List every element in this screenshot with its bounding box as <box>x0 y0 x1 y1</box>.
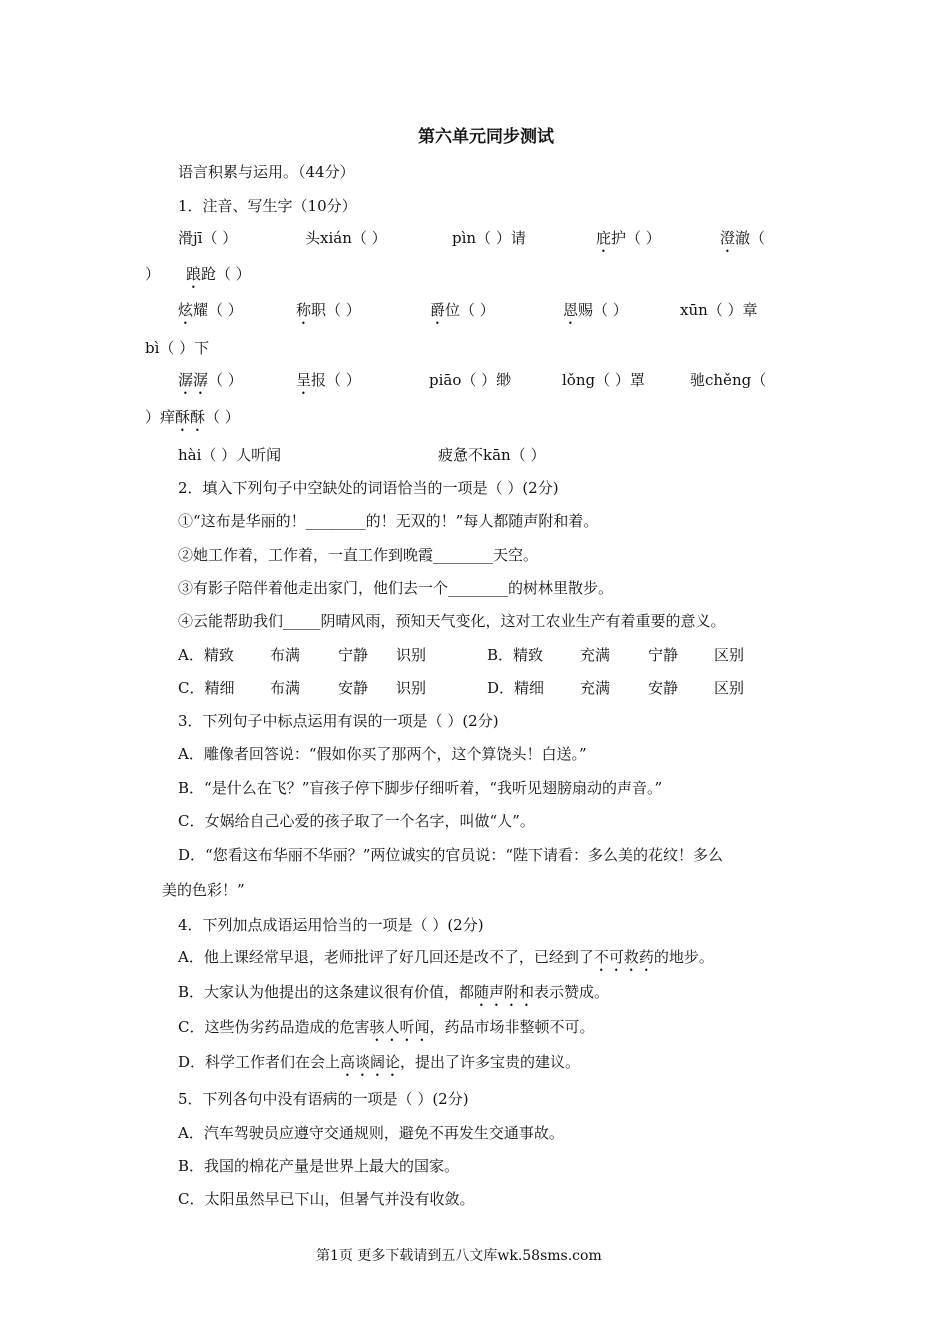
q1-item: 滑jī（ ） <box>178 229 238 247</box>
dotted-idiom: 高谈阔论 <box>340 1053 401 1071</box>
q2-sentence: ①“这布是华丽的！________的！无双的！”每人都随声附和着。 <box>178 512 599 530</box>
q1-item: 炫耀（ ） <box>178 301 243 319</box>
dotted-char: 澄 <box>720 229 736 247</box>
q1-item: bì（ ）下 <box>145 339 210 357</box>
q2-option-word: 区别 <box>714 679 745 697</box>
q1-item: 恩赐（ ） <box>563 301 628 319</box>
q2-option-label: D．精细 <box>487 679 545 697</box>
q1-item: 爵位（ ） <box>430 301 495 319</box>
q1-item: 头xián（ ） <box>305 229 387 247</box>
dotted-char: 呈 <box>296 371 312 389</box>
section-heading: 语言积累与运用。（44分） <box>178 163 355 181</box>
q1-item: 疲惫不kān（ ） <box>438 446 546 464</box>
dotted-char: 庇 <box>596 229 612 247</box>
q4-option-a: A．他上课经常早退，老师批评了好几回还是改不了，已经到了不可救药的地步。 <box>178 948 714 966</box>
dotted-char: 踉 <box>186 265 202 283</box>
q1-item: 称职（ ） <box>296 301 361 319</box>
q1-item: 澄澈（ <box>720 229 766 247</box>
q1-item: 踉跄（ ） <box>186 265 251 283</box>
q3-option-a: A．雕像者回答说：“假如你买了那两个，这个算饶头！白送。” <box>178 745 587 763</box>
q1-item: 潺潺（ ） <box>178 371 243 389</box>
q1-item: lǒng（ ）罩 <box>562 371 645 389</box>
q1-item: ）痒酥酥（ ） <box>145 408 240 426</box>
q1-item: 庇护（ ） <box>596 229 661 247</box>
q2-option-label: A．精致 <box>178 646 234 664</box>
q2-option-word: 安静 <box>648 679 679 697</box>
page-footer: 第1页 更多下载请到五八文库wk.58sms.com <box>316 1248 602 1264</box>
dotted-idiom: 不可救药 <box>593 948 654 966</box>
q2-sentence: ④云能帮助我们_____阴晴风雨，预知天气变化，这对工农业生产有着重要的意义。 <box>178 612 726 630</box>
q5-option-c: C．太阳虽然早已下山，但暑气并没有收敛。 <box>178 1190 475 1208</box>
q3-option-d-cont: 美的色彩！” <box>162 881 245 899</box>
q2-option-word: 安静 <box>338 679 369 697</box>
q1-heading: 1．注音、写生字（10分） <box>178 197 357 215</box>
q2-sentence: ③有影子陪伴着他走出家门，他们去一个________的树林里散步。 <box>178 579 614 597</box>
q2-option-word: 充满 <box>580 646 611 664</box>
q3-heading: 3．下列句子中标点运用有误的一项是（ ）(2分) <box>178 712 499 730</box>
q1-item: 驰chěng（ <box>690 371 767 389</box>
q2-option-word: 布满 <box>270 646 301 664</box>
q5-option-a: A．汽车驾驶员应遵守交通规则，避免不再发生交通事故。 <box>178 1124 564 1142</box>
dotted-char: 酥酥 <box>175 408 206 426</box>
q4-option-d: D．科学工作者们在会上高谈阔论，提出了许多宝贵的建议。 <box>178 1053 581 1071</box>
q2-option-word: 区别 <box>714 646 745 664</box>
q1-item: pìn（ ）请 <box>452 229 526 247</box>
q2-option-label: B．精致 <box>487 646 544 664</box>
page-title: 第六单元同步测试 <box>418 127 554 147</box>
dotted-idiom: 骇人听闻 <box>369 1018 430 1036</box>
dotted-char: 恩 <box>563 301 579 319</box>
q2-option-word: 识别 <box>396 679 427 697</box>
q2-option-word: 识别 <box>396 646 427 664</box>
q4-option-c: C．这些伪劣药品造成的危害骇人听闻，药品市场非整顿不可。 <box>178 1018 595 1036</box>
q1-item: hài（ ）人听闻 <box>178 446 282 464</box>
q2-option-word: 宁静 <box>338 646 369 664</box>
q2-option-label: C．精细 <box>178 679 235 697</box>
q2-heading: 2．填入下列句子中空缺处的词语恰当的一项是（ ）(2分) <box>178 479 559 497</box>
dotted-char: 潺潺 <box>178 371 209 389</box>
q4-heading: 4．下列加点成语运用恰当的一项是（ ）(2分) <box>178 916 484 934</box>
q1-item: 呈报（ ） <box>296 371 361 389</box>
q1-item: piāo（ ）缈 <box>429 371 512 389</box>
dotted-idiom: 随声附和 <box>474 983 535 1001</box>
q5-heading: 5．下列各句中没有语病的一项是（ ）(2分) <box>178 1090 469 1108</box>
q5-option-b: B．我国的棉花产量是世界上最大的国家。 <box>178 1157 460 1175</box>
q3-option-c: C．女娲给自己心爱的孩子取了一个名字，叫做“人”。 <box>178 812 535 830</box>
dotted-char: 炫 <box>178 301 194 319</box>
q4-option-b: B．大家认为他提出的这条建议很有价值，都随声附和表示赞成。 <box>178 983 610 1001</box>
dotted-char: 爵 <box>430 301 446 319</box>
q1-item: ） <box>145 265 161 283</box>
dotted-char: 称 <box>296 301 312 319</box>
q2-option-word: 宁静 <box>648 646 679 664</box>
q2-sentence: ②她工作着，工作着，一直工作到晚霞________天空。 <box>178 546 539 564</box>
q3-option-b: B．“是什么在飞？”盲孩子停下脚步仔细听着，“我听见翅膀扇动的声音。” <box>178 779 663 797</box>
q2-option-word: 布满 <box>270 679 301 697</box>
q3-option-d: D．“您看这布华丽不华丽？”两位诚实的官员说：“陛下请看：多么美的花纹！多么 <box>178 846 724 864</box>
q1-item: xūn（ ）章 <box>680 301 758 319</box>
q2-option-word: 充满 <box>580 679 611 697</box>
